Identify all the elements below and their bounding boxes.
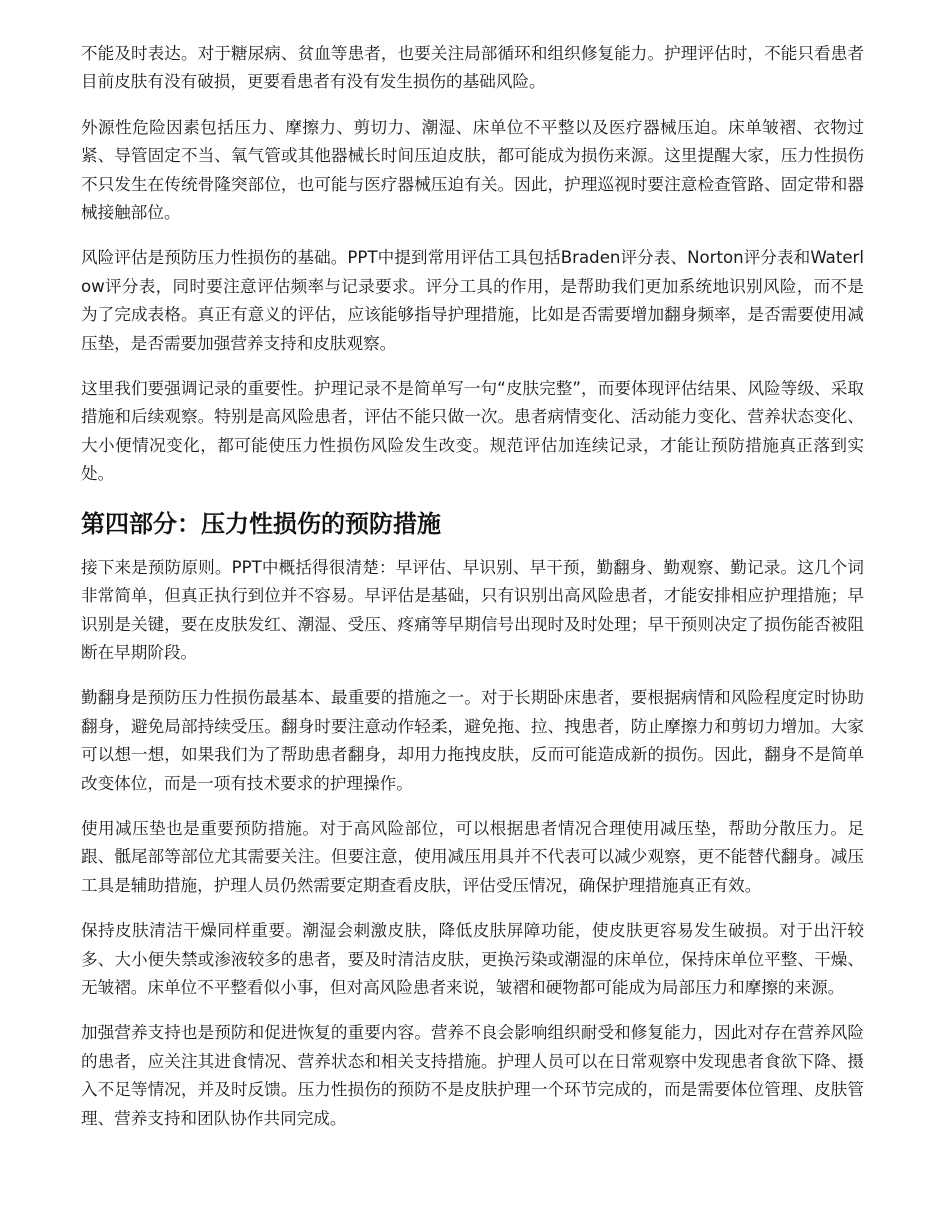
- paragraph: 不能及时表达。对于糖尿病、贫血等患者，也要关注局部循环和组织修复能力。护理评估时，不能只看患者目前皮肤有没有破损，更要看患者有没有发生损伤的基础风险。: [81, 44, 864, 92]
- paragraph: 加强营养支持也是预防和促进恢复的重要内容。营养不良会影响组织耐受和修复能力，因此对存在营养风险的患者，应关注其进食情况、营养状态和相关支持措施。护理人员可以在日常观察中发现患者食欲下降、摄入不足等情况，并及时反馈。压力性损伤的预防不是皮肤护理一个环节完成的，而是需要体位管理、皮肤管理、营养支持和团队协作共同完成。: [81, 1023, 864, 1128]
- paragraph: 勤翻身是预防压力性损伤最基本、最重要的措施之一。对于长期卧床患者，要根据病情和风险程度定时协助翻身，避免局部持续受压。翻身时要注意动作轻柔，避免拖、拉、拽患者，防止摩擦力和剪切力增加。大家可以想一想，如果我们为了帮助患者翻身，却用力拖拽皮肤，反而可能造成新的损伤。因此，翻身不是简单改变体位，而是一项有技术要求的护理操作。: [81, 688, 864, 793]
- section-heading: 第四部分：压力性损伤的预防措施: [81, 509, 441, 538]
- paragraph: 这里我们要强调记录的重要性。护理记录不是简单写一句“皮肤完整”，而要体现评估结果、风险等级、采取措施和后续观察。特别是高风险患者，评估不能只做一次。患者病情变化、活动能力变化、营养状态变化、大小便情况变化，都可能使压力性损伤风险发生改变。规范评估加连续记录，才能让预防措施真正落到实处。: [81, 379, 864, 484]
- paragraph: 风险评估是预防压力性损伤的基础。PPT中提到常用评估工具包括Braden评分表、Norton评分表和Waterlow评分表，同时要注意评估频率与记录要求。评分工具的作用，是帮助我们更加系统地识别风险，而不是为了完成表格。真正有意义的评估，应该能够指导护理措施，比如是否需要增加翻身频率，是否需要使用减压垫，是否需要加强营养支持和皮肤观察。: [81, 248, 864, 353]
- paragraph: 使用减压垫也是重要预防措施。对于高风险部位，可以根据患者情况合理使用减压垫，帮助分散压力。足跟、骶尾部等部位尤其需要关注。但要注意，使用减压用具并不代表可以减少观察，更不能替代翻身。减压工具是辅助措施，护理人员仍然需要定期查看皮肤，评估受压情况，确保护理措施真正有效。: [81, 818, 864, 895]
- paragraph: 接下来是预防原则。PPT中概括得很清楚：早评估、早识别、早干预，勤翻身、勤观察、勤记录。这几个词非常简单，但真正执行到位并不容易。早评估是基础，只有识别出高风险患者，才能安排相应护理措施；早识别是关键，要在皮肤发红、潮湿、受压、疼痛等早期信号出现时及时处理；早干预则决定了损伤能否被阻断在早期阶段。: [81, 557, 864, 662]
- paragraph: 外源性危险因素包括压力、摩擦力、剪切力、潮湿、床单位不平整以及医疗器械压迫。床单皱褶、衣物过紧、导管固定不当、氧气管或其他器械长时间压迫皮肤，都可能成为损伤来源。这里提醒大家，压力性损伤不只发生在传统骨隆突部位，也可能与医疗器械压迫有关。因此，护理巡视时要注意检查管路、固定带和器械接触部位。: [81, 117, 864, 223]
- paragraph: 保持皮肤清洁干燥同样重要。潮湿会刺激皮肤，降低皮肤屏障功能，使皮肤更容易发生破损。对于出汗较多、大小便失禁或渗液较多的患者，要及时清洁皮肤，更换污染或潮湿的床单位，保持床单位平整、干燥、无皱褶。床单位不平整看似小事，但对高风险患者来说，皱褶和硬物都可能成为局部压力和摩擦的来源。: [81, 921, 864, 997]
